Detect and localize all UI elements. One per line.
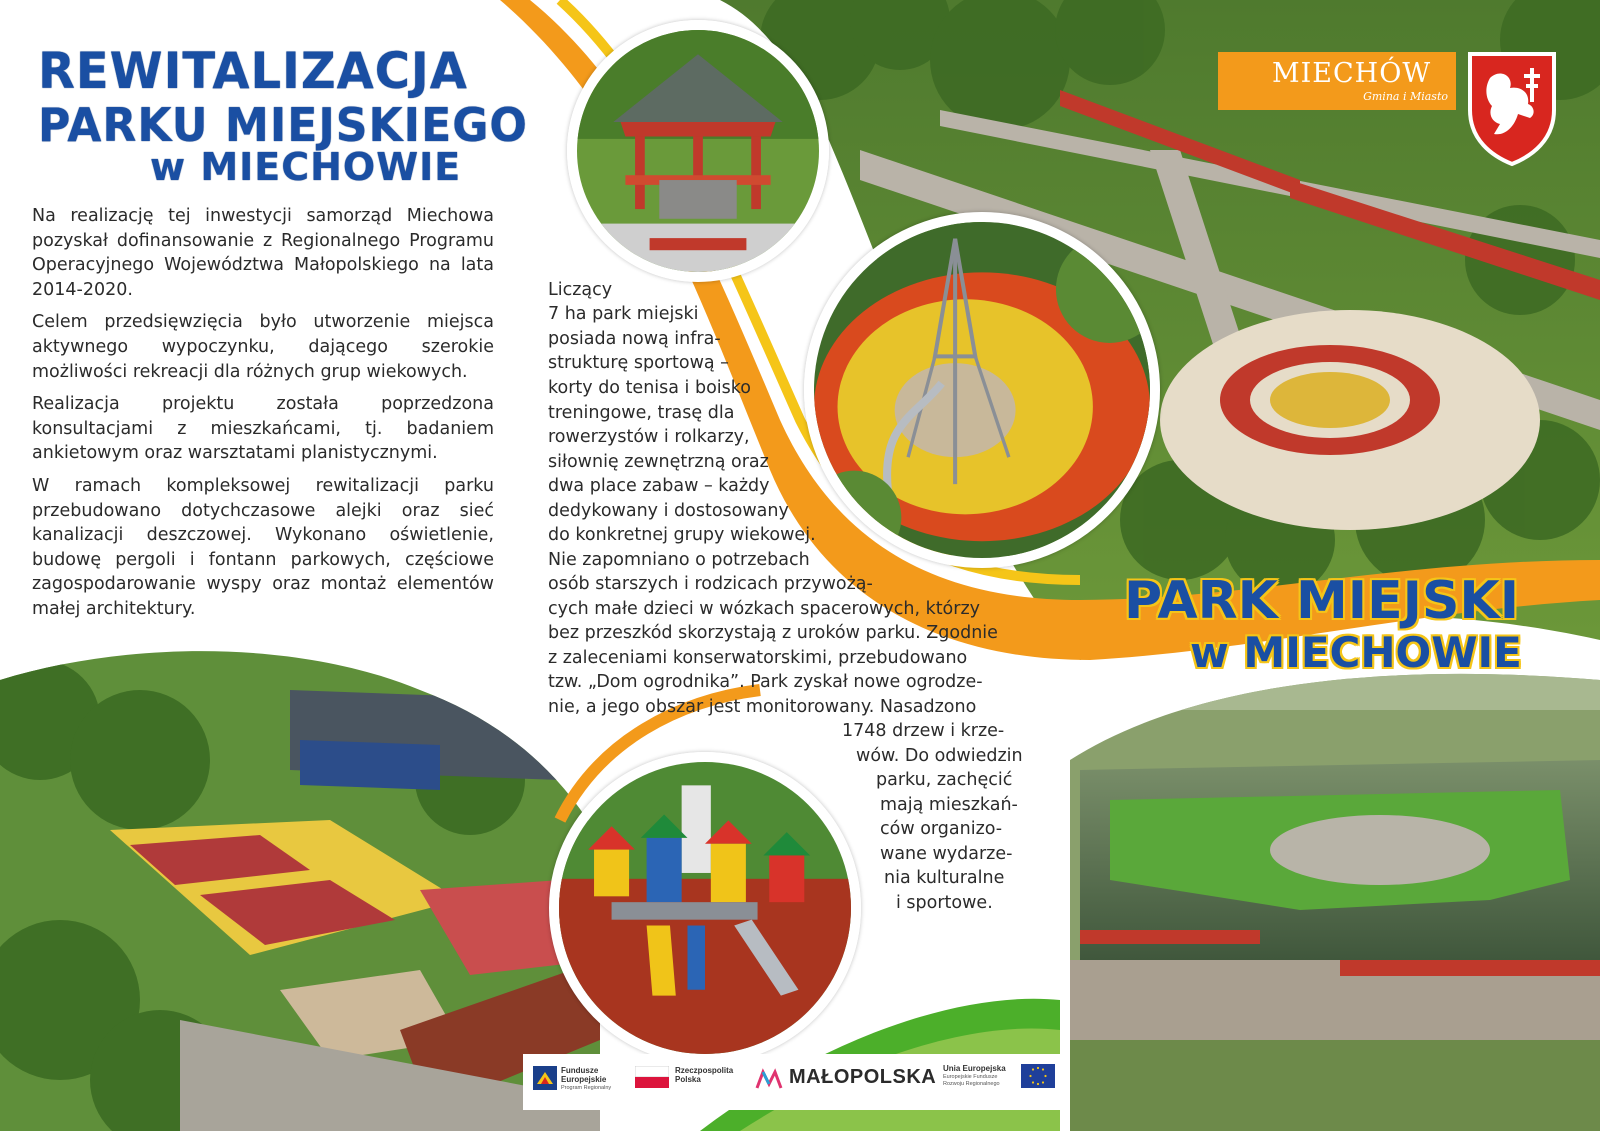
poland-label-1: Rzeczpospolita [675,1066,734,1075]
middle-line: wów. Do odwiedzin [856,746,1023,766]
gazebo-photo [567,20,829,282]
middle-line: parku, zachęcić [876,770,1013,790]
eu-sublabel-2: Rozwoju Regionalnego [943,1081,1000,1087]
middle-line: siłownię zewnętrzną oraz [548,452,769,472]
poster-title-line-3: w MIECHOWIE [150,145,462,189]
middle-line: Nie zapomniano o potrzebach [548,550,810,570]
middle-line: korty do tenisa i boisko [548,378,751,398]
middle-line: cych małe dzieci w wózkach spacerowych, którzy [548,599,981,619]
middle-line: rowerzystów i rolkarzy, [548,427,750,447]
poland-label-2: Polska [675,1075,701,1084]
kids-playground-photo [549,752,861,1064]
miechow-logo [1218,52,1456,110]
middle-line: 1748 drzew i krze- [842,721,1005,741]
funds-europe-label-1: Fundusze [561,1066,599,1075]
middle-line: dwa place zabaw – każdy [548,476,770,496]
middle-line: i sportowe. [896,893,993,913]
partner-logos-strip [523,1054,1060,1110]
middle-line: z zaleceniami konserwatorskimi, przebudowano [548,648,968,668]
funds-europe-sublabel: Program Regionalny [561,1085,612,1091]
malopolska-label: MAŁOPOLSKA [789,1066,937,1088]
park-title-line-2: w MIECHOWIE [1190,628,1522,677]
malopolska-icon [755,1068,783,1090]
poland-flag-icon [635,1066,669,1088]
poster-title-line-2: PARKU MIEJSKIEGO [38,98,528,152]
funds-europe-label-2: Europejskie [561,1075,607,1084]
playground-tower-photo [804,212,1160,568]
middle-line: bez przeszkód skorzystają z uroków parku. Zgodnie [548,623,998,643]
eu-sublabel-1: Europejskie Fundusze [943,1074,998,1080]
middle-line: nia kulturalne [884,868,1005,888]
middle-line: mają mieszkań- [880,795,1018,815]
coat-of-arms-icon [1464,48,1560,168]
middle-line: osób starszych i rodzicach przywożą- [548,574,873,594]
middle-line: ców organizo- [880,819,1003,839]
logo-name: MIECHÓW [1272,58,1432,89]
middle-line: 7 ha park miejski [548,304,699,324]
pond-island-photo [1060,640,1600,1131]
middle-line: Liczący [548,280,613,300]
middle-line: nie, a jego obszar jest monitorowany. Nasadzono [548,697,977,717]
middle-line: posiada nową infra- [548,329,721,349]
middle-line: wane wydarze- [880,844,1013,864]
middle-line: treningowe, trasę dla [548,403,735,423]
eu-flag-icon [1021,1064,1055,1088]
paragraph-scope: W ramach kompleksowej rewitalizacji parku przebudowano dotychczasowe alejki oraz sieć kanalizacji deszczowej. Wykonano oświetlenie, budowę pergoli i fontann parkowych, częściowe zagospodarowanie wyspy oraz montaż elementów małej architektury. [32,475,494,619]
funds-europe-icon [533,1066,557,1090]
middle-line: strukturę sportową – [548,353,729,373]
middle-line: do konkretnej grupy wiekowej. [548,525,816,545]
middle-line: dedykowany i dostosowany [548,501,789,521]
middle-line: tzw. „Dom ogrodnika”. Park zyskał nowe ogrodze- [548,672,983,692]
paragraph-goal: Celem przedsięwzięcia było utworzenie miejsca aktywnego wypoczynku, dającego szerokie możliwości rekreacji dla różnych grup wiekowych. [32,312,494,382]
park-title-line-1: PARK MIEJSKI [1124,571,1520,631]
logo-subtitle: Gmina i Miasto [1363,90,1448,103]
left-column-text [32,204,494,630]
poster-title-line-1: REWITALIZACJA [38,42,468,100]
paragraph-consultations: Realizacja projektu została poprzedzona konsultacjami z mieszkańcami, tj. badaniem ankietowym oraz warsztatami planistycznymi. [32,394,494,464]
paragraph-funding: Na realizację tej inwestycji samorząd Miechowa pozyskał dofinansowanie z Regionalnego Programu Operacyjnego Województwa Małopolskiego na lata 2014-2020. [32,206,494,300]
eu-label: Unia Europejska [943,1064,1006,1073]
